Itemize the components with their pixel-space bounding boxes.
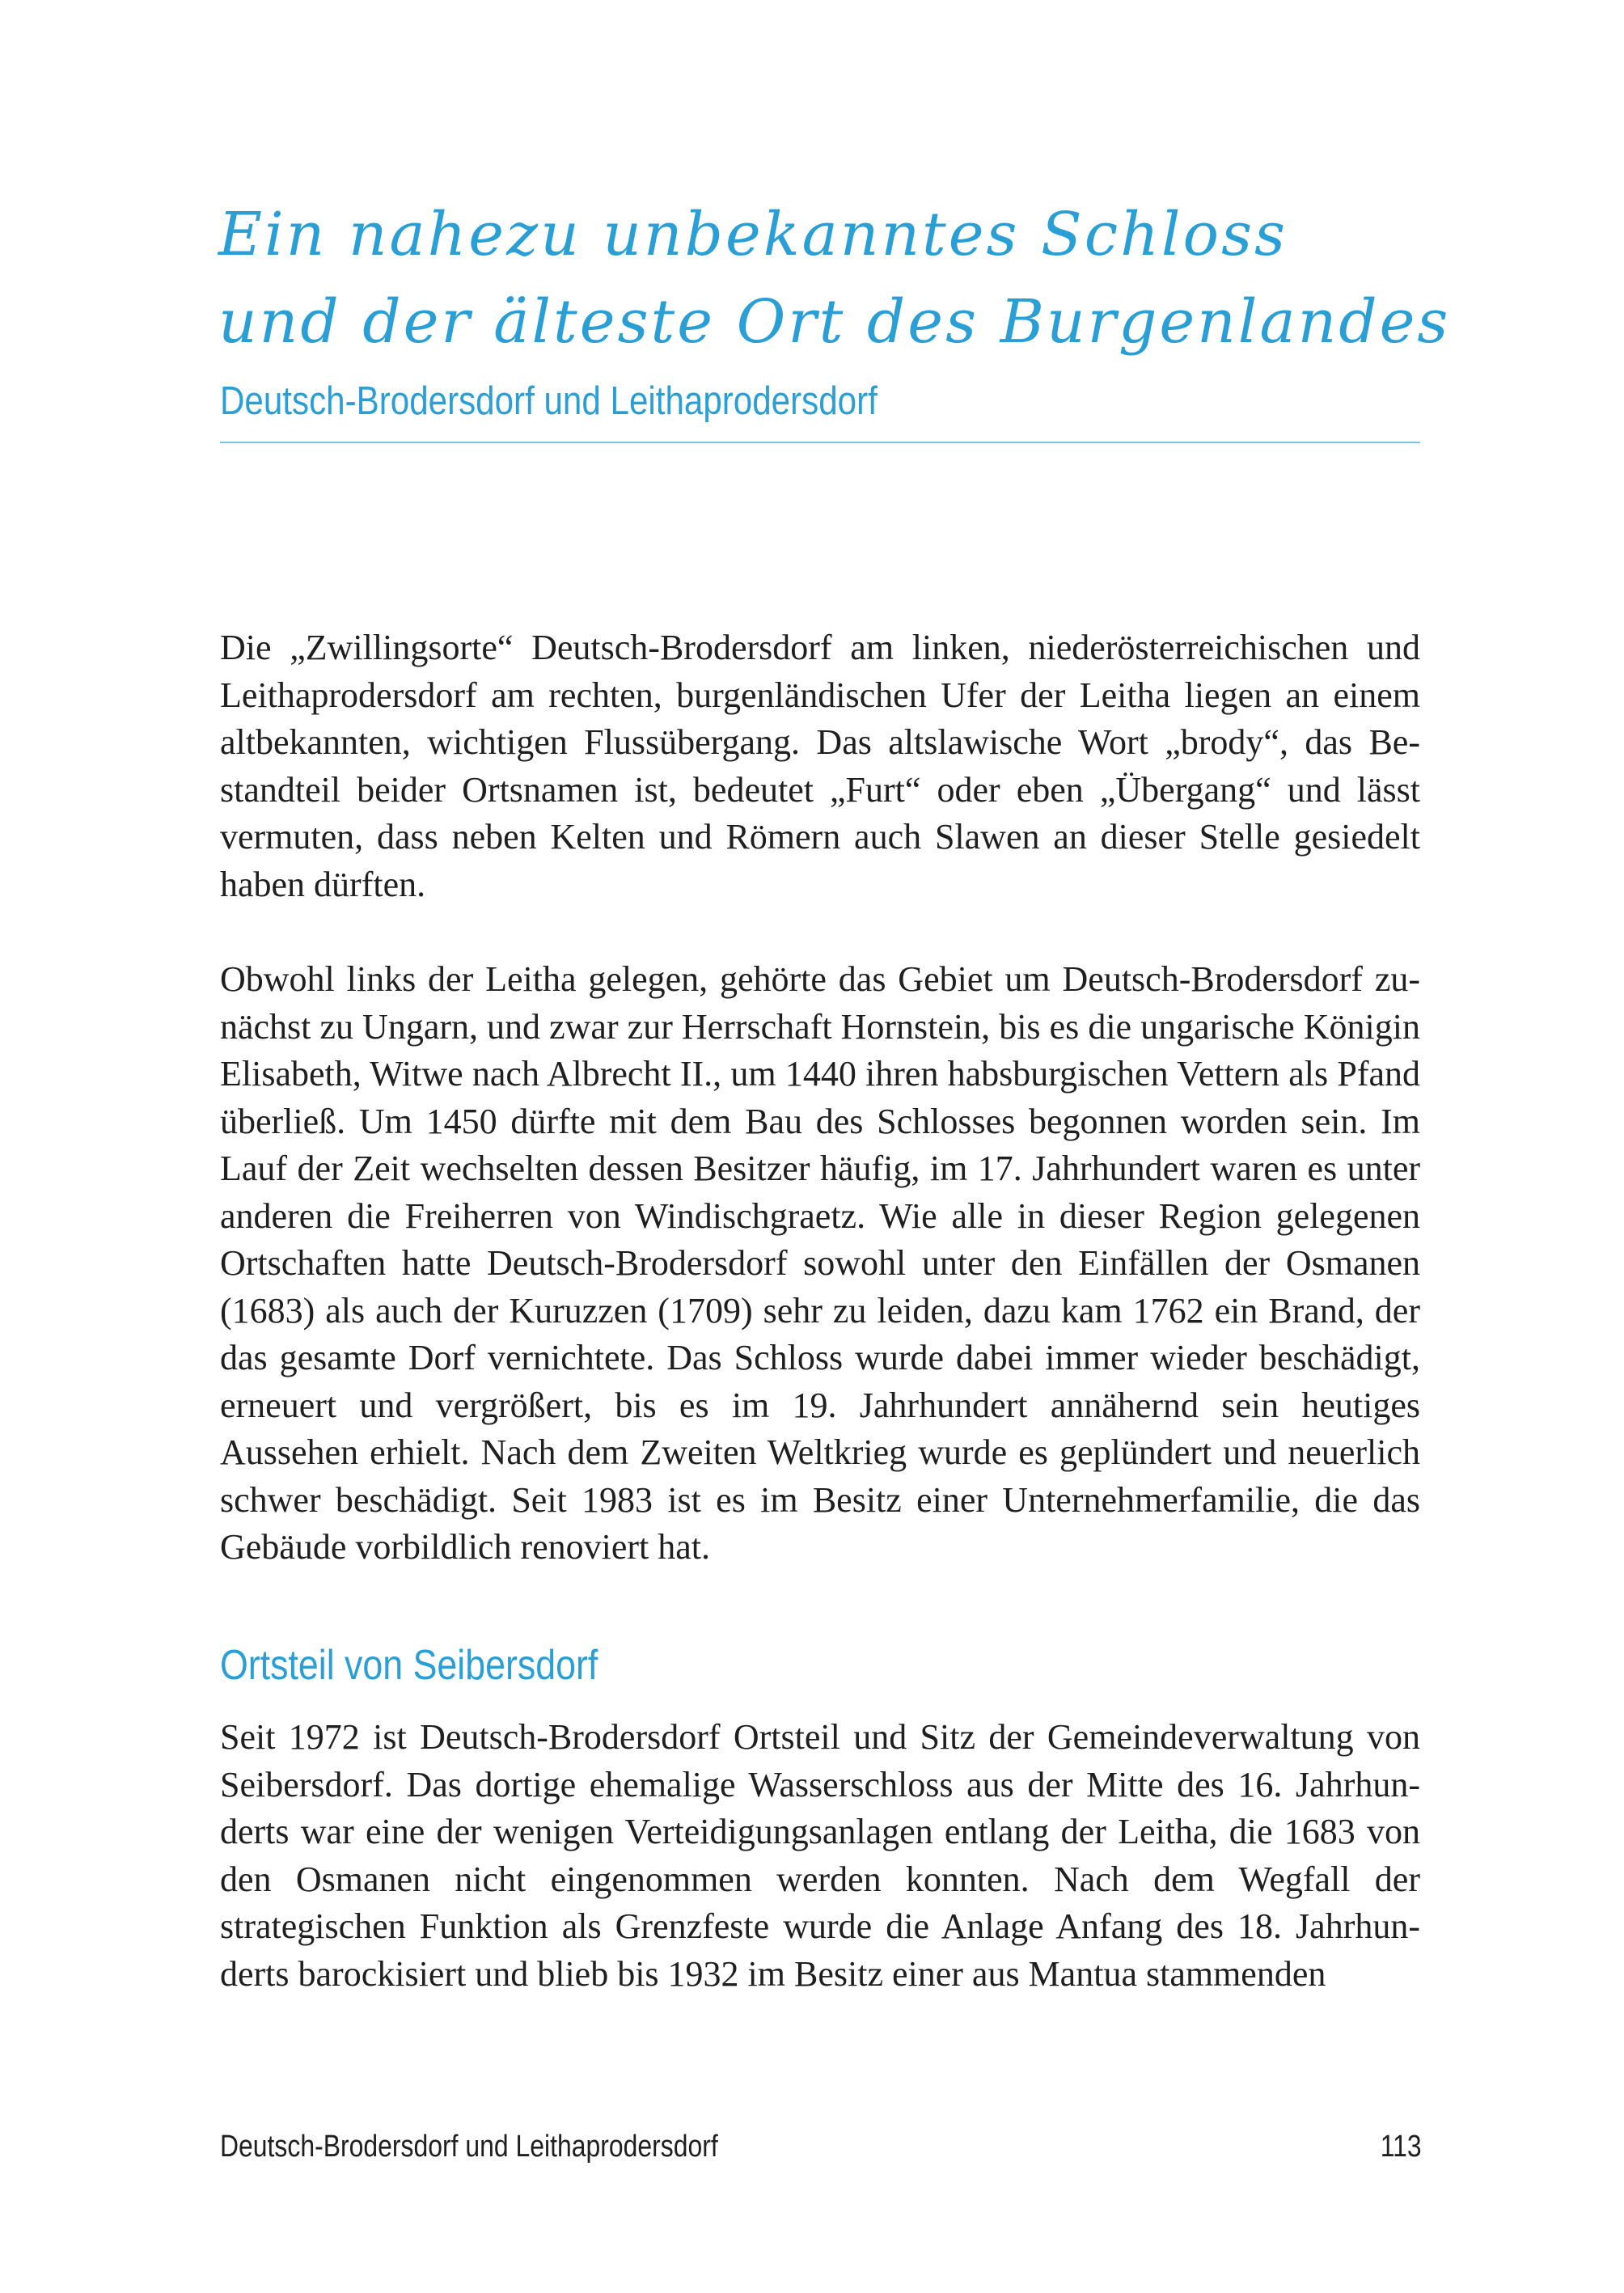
chapter-title-line-2: und der älteste Ort des Burgenlandes <box>218 287 1451 357</box>
body-paragraph-2: Obwohl links der Leitha gelegen, gehörte das Gebiet um Deutsch-Brodersdorf zunächst zu Ungarn, und zwar zur Herrschaft Hornstein, bis es die ungarische Königin Elisabeth, Witwe nach Albrecht II., um 1440 ihren habsburgischen Vettern als Pfand überließ. Um 1450 dürfte mit dem Bau des Schlosses begonnen worden sein. Im Lauf der Zeit wechselten dessen Besitzer häufig, im 17. Jahrhundert waren es unter anderen die Freiherren von Windischgraetz. Wie alle in dieser Region gelegenen Ortschaften hatte Deutsch-Brodersdorf sowohl unter den Einfällen der Osmanen (1683) als auch der Kuruzzen (1709) sehr zu leiden, dazu kam 1762 ein Brand, der das gesamte Dorf vernichtete. Das Schloss wurde dabei immer wieder beschädigt, erneuert und vergrößert, bis es im 19. Jahrhundert annähernd sein heutiges Aussehen erhielt. Nach dem Zweiten Weltkrieg wurde es geplündert und neuerlich schwer beschädigt. Seit 1983 ist es im Besitz einer Unternehmerfamilie, die das Gebäude vorbildlich renoviert hat. <box>220 959 1420 1567</box>
section-heading: Ortsteil von Seibersdorf <box>220 1642 598 1689</box>
chapter-title-line-1: Ein nahezu unbekanntes Schloss <box>218 200 1288 269</box>
chapter-subtitle: Deutsch-Brodersdorf und Leithaprodersdorf <box>220 379 878 423</box>
running-footer-title: Deutsch-Brodersdorf und Leithaprodersdorf <box>220 2130 718 2164</box>
section-paragraph: Seit 1972 ist Deutsch-Brodersdorf Ortsteil und Sitz der Gemeindeverwaltung von Seibersdorf. Das dortige ehemalige Wasserschloss aus der Mitte des 16. Jahrhunderts war eine der wenigen Verteidigungsanlagen entlang der Leitha, die 1683 von den Osmanen nicht eingenommen werden konnten. Nach dem Wegfall der strategischen Funktion als Grenzfeste wurde die Anlage Anfang des 18. Jahrhunderts barockisiert und blieb bis 1932 im Besitz einer aus Mantua stammenden <box>220 1717 1420 1994</box>
page-number: 113 <box>1381 2130 1422 2164</box>
body-paragraph-1: Die „Zwillingsorte“ Deutsch-Brodersdorf am linken, niederösterreichischen und Leithaprodersdorf am rechten, burgenländischen Ufer der Leitha liegen an einem altbekannten, wichtigen Flussübergang. Das altslawische Wort „brody“, das Bestandteil beider Ortsnamen ist, bedeutet „Furt“ oder eben „Übergang“ und lässt vermuten, dass neben Kelten und Römern auch Slawen an dieser Stelle gesiedelt haben dürften. <box>220 628 1420 904</box>
title-divider <box>220 442 1420 443</box>
chapter-title <box>218 191 1451 366</box>
